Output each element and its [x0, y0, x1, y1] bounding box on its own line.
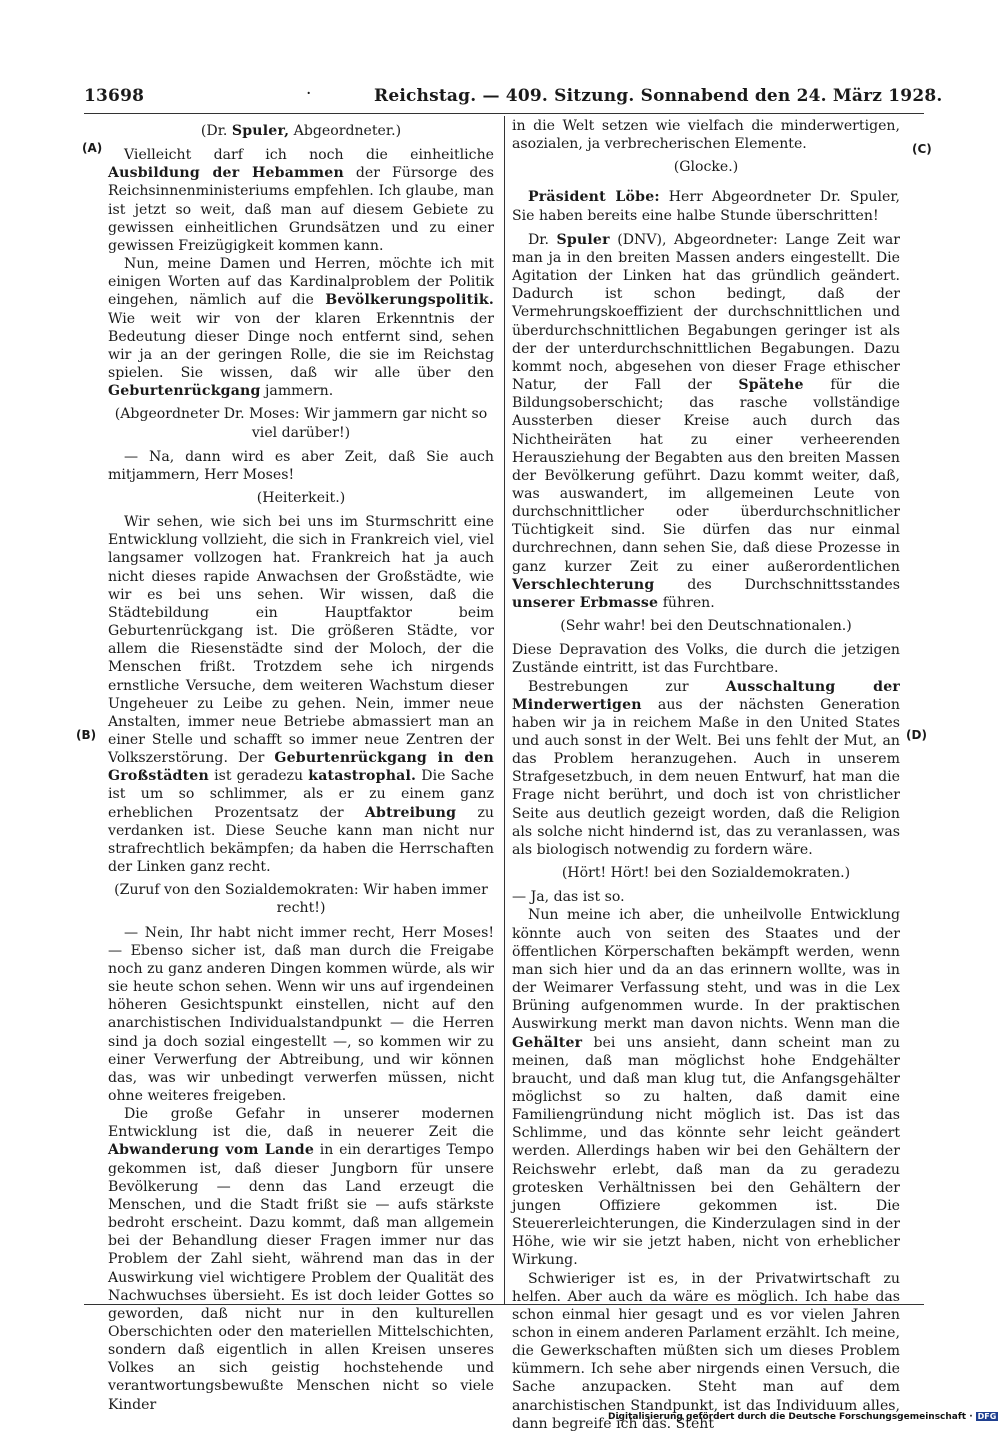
paragraph [512, 1270, 900, 1433]
text-run: Vielleicht darf ich noch die einheitliche [124, 147, 494, 164]
paragraph [512, 888, 900, 906]
right-column [512, 117, 900, 1433]
paragraph [108, 1105, 494, 1414]
interjection [108, 489, 494, 507]
text-run: Herr Abgeordneter Dr. Spuler, Sie haben bereits eine halbe Stunde überschritten! [512, 189, 900, 224]
text-run: in die Welt setzen wie vielfach die minderwertigen, asozialen, ja verbrecherischen Elemente. [512, 118, 900, 153]
paragraph [108, 146, 494, 255]
text-run: ist geradezu [208, 768, 309, 785]
emphasized-text: Ausschaltung der Minderwertigen [512, 678, 900, 713]
emphasized-text: Bevölkerungspolitik. [325, 292, 494, 309]
footer-text: Digitalisierung gefördert durch die Deutsche Forschungsgemeinschaft · [608, 1412, 973, 1422]
text-run: (Sehr wahr! bei den Deutschnationalen.) [560, 618, 852, 635]
paragraph [108, 448, 494, 484]
emphasized-text: Spuler [556, 231, 610, 248]
text-run: in ein derartiges Tempo gekommen ist, daß dieser Jungborn für unsere Bevölkerung — denn das Land erzeugt die Menschen, und die Stadt frißt sie — aufs stärkste bedroht erscheint. Dazu kommt, daß man allgemein bei der Behandlung dieser Fragen immer nur das Problem der Zahl sieht, während man das in der Auswirkung viel wichtigere Problem der Qualität des Nachwuchses übersieht. Es ist doch leider Gottes so geworden, daß nicht nur in den kulturellen Oberschichten oder den materiellen Mittelschichten, sondern daß eigentlich in allen Kreisen unseres Volkes an sich geistig hochstehende und verantwortungsbewußte Menschen nicht so viele Kinder [108, 1142, 494, 1413]
margin-mark-d: (D) [906, 728, 927, 742]
paragraph [108, 255, 494, 400]
emphasized-text: Präsident Löbe: [528, 189, 660, 206]
text-run: Dr. [528, 231, 557, 248]
emphasized-text: Abtreibung [364, 804, 457, 821]
text-run: Wir sehen, wie sich bei uns im Sturmschritt eine Entwicklung vollzieht, die sich in Frankreich viel, viel langsamer vollzogen hat. Frankreich hat ja auch nicht dieses rapide Anwachsen der Großstädte, wie wir es bei uns sehen. Wir wissen, daß die Städtebildung ein Hauptfaktor beim Geburtenrückgang ist. Die größeren Städte, vor allem die Riesenstädte sind der Moloch, der die Menschen frißt. Trotzdem sehe ich nirgends ernstliche Versuche, dem weiteren Wachstum dieser Ungeheuer zu Leibe zu gehen. Nein, immer neue Anstalten, immer neue Betriebe abmassiert man an einer Stelle und schafft so immer neue Zentren der Volkszerstörung. Der [108, 514, 494, 767]
margin-mark-c: (C) [912, 142, 932, 156]
page-number: 13698 [84, 86, 145, 106]
emphasized-text: Geburtenrückgang in den Großstädten [108, 750, 494, 785]
text-run: Abgeordneter.) [289, 123, 402, 139]
header-separator: · [306, 84, 312, 104]
dfg-logo: DFG [977, 1412, 997, 1421]
interjection [512, 617, 900, 635]
paragraph [512, 231, 900, 612]
text-run: zu verdanken ist. Diese Seuche kann man nicht nur strafrechtlich bekämpfen; da haben die Herrschaften der Linken ganz recht. [108, 804, 494, 876]
text-run: jammern. [260, 383, 334, 400]
emphasized-text: Geburtenrückgang [108, 383, 261, 400]
emphasized-text: Verschlechterung [512, 576, 655, 593]
paragraph [108, 924, 494, 1106]
paragraph [512, 906, 900, 1269]
text-run: Nun meine ich aber, die unheilvolle Entwicklung könnte auch von seiten des Staates und der öffentlichen Körperschaften bekämpft werden, wenn man sich hier und da an das erinnern wollte, was in der Weimarer Verfassung steht, und was in die Lex Brüning aufgenommen wurde. In der praktischen Auswirkung merkt man davon nichts. Wenn man die [512, 907, 900, 1033]
emphasized-text: Gehälter [512, 1034, 583, 1051]
interjection [108, 405, 494, 441]
text-run: aus der nächsten Generation haben wir ja in reichem Maße in den United States und auch sonst in der Welt. Bei uns fehlt der Mut, an das Problem heranzugehen. Auch in unserem Strafgesetzbuch, in dem neuen Entwurf, hat man die Frage nicht berührt, und doch ist von christlicher Seite aus deutlich gezeigt worden, daß die Religion als solche nicht hindernd ist, das zu veranlassen, was als biologisch notwendig zu fordern wäre. [512, 696, 900, 858]
emphasized-text: katastrophal. [308, 768, 417, 785]
emphasized-text: Spuler, [231, 123, 290, 139]
emphasized-text: Spätehe [738, 377, 804, 394]
margin-mark-a: (A) [82, 141, 103, 155]
left-column [108, 117, 494, 1414]
text-run: Diese Depravation des Volks, die durch die jetzigen Zustände eintritt, ist das Furchtbare. [512, 642, 900, 677]
text-run: — Na, dann wird es aber Zeit, daß Sie auch mitjammern, Herr Moses! [108, 448, 494, 483]
margin-mark-b: (B) [76, 728, 97, 742]
interjection [512, 158, 900, 176]
text-run: führen. [658, 594, 715, 611]
text-run: für die Bildungsoberschicht; das rasche vollständige Aussterben dieser Kreise auch durch das Nichtheiräten hat zu einer verheerenden Herausziehung der Begabten aus den breiten Massen der Bevölkerung geführt. Dazu kommt weiter, daß, was auswandert, im allgemeinen Leute von durchschnittlicher oder überdurchschnitlicher Tüchtigkeit sind. Sie dürfen das nur einmal durchrechnen, dann sehen Sie, daß diese Prozesse in ganz kurzer Zeit zu einer außerordentlichen [512, 377, 900, 575]
text-run: Die Sache ist um so schlimmer, als er zu einem ganz erheblichen Prozentsatz der [108, 768, 494, 821]
paragraph [512, 117, 900, 153]
text-run: Bestrebungen zur [528, 678, 726, 695]
text-run: — Ja, das ist so. [512, 889, 625, 906]
text-run: der Fürsorge des Reichsinnenministeriums empfehlen. Ich glaube, man ist jetzt so weit, daß man auf diesem Gebiete zu gewissen einheitlichen Grundsätzen und zu einer gewissen Freizügigkeit kommen kann. [108, 165, 494, 254]
interjection [108, 122, 494, 140]
text-run: (Glocke.) [673, 159, 739, 176]
interjection [108, 881, 494, 917]
running-title: Reichstag. — 409. Sitzung. Sonnabend den 24. März 1928. [374, 86, 943, 106]
text-run: — Nein, Ihr habt nicht immer recht, Herr Moses! — Ebenso sicher ist, daß man durch die Freigabe noch zu ganz anderen Dingen kommen würde, als wir sie heute schon sehen. Wenn wir uns auf irgendeinen höheren Gesichtspunkt einstellen, nicht auf den anarchistischen Individualstandpunkt — die Herren sind ja doch sozial eingestellt —, so kommen wir zu einer Verwerfung der Abtreibung, und wir können das, was wir unbedingt verwerfen müssen, nicht ohne weiteres freigeben. [108, 924, 494, 1104]
text-run: (Abgeordneter Dr. Moses: Wir jammern gar nicht so viel darüber!) [114, 406, 488, 441]
text-run: des Durchschnittsstandes [654, 576, 900, 593]
text-run: (Zuruf von den Sozialdemokraten: Wir haben immer recht!) [114, 882, 488, 917]
text-run: (Hört! Hört! bei den Sozialdemokraten.) [561, 865, 851, 882]
column-divider [504, 116, 505, 1304]
text-run: (Dr. [200, 123, 232, 139]
text-run: bei uns ansieht, dann scheint man zu meinen, daß man möglichst hohe Endgehälter braucht, und daß man klug tut, die Anfangsgehälter möglichst so zu halten, daß damit eine Familiengründung nicht möglich ist. Das ist das Schlimme, und das könnte sehr leicht geändert werden. Allerdings haben wir bei den Gehältern der Reichswehr erlebt, daß man da zu geradezu grotesken Verhältnissen bei den Gehältern der jungen Offiziere gekommen ist. Die Steuererleichterungen, die Kinderzulagen sind in der Höhe, wie wir sie jetzt haben, nicht von erheblicher Wirkung. [512, 1034, 900, 1269]
paragraph [512, 641, 900, 677]
text-run: (DNV), Abgeordneter: Lange Zeit war man ja in den breiten Massen anders eingestellt. Die Agitation der Linken hat das gründlich geändert. Dadurch ist schon bedingt, daß der Vermehrungskoeffizient der durchschnittlichen und überdurchschnittlichen Begabungen geringer ist als der der unterdurchschnittlichen Begabungen. Dazu kommt noch, abgesehen von dieser Frage ethischer Natur, der Fall der [512, 231, 900, 394]
text-run: Wie weit wir von der klaren Erkenntnis der Bedeutung dieser Dinge noch entfernt sind, sehen wir ja an der geringen Rolle, die sie im Reichstag spielen. Sie wissen, daß wir alle über den [108, 310, 494, 382]
text-run: Schwieriger ist es, in der Privatwirtschaft zu helfen. Aber auch da wäre es möglich. Ich habe das schon einmal hier gesagt und es vor vielen Jahren schon in einem anderen Parlament erzählt. Ich meine, die Gewerkschaften müßten sich um dieses Problem kümmern. Ich sehe aber nirgends einen Versuch, die Sache anzupacken. Steht man auf dem anarchistischen Standpunkt, ist das Individuum alles, dann begreife ich das. Steht [512, 1270, 900, 1432]
paragraph [512, 678, 900, 860]
interjection [512, 864, 900, 882]
page-header [84, 84, 943, 110]
text-run: Die große Gefahr in unserer modernen Entwicklung ist die, daß in neuerer Zeit die [108, 1106, 494, 1141]
text-run: (Heiterkeit.) [256, 489, 346, 506]
paragraph [108, 513, 494, 876]
paragraph [512, 188, 900, 224]
emphasized-text: Ausbildung der Hebammen [108, 165, 344, 182]
footer-credit [608, 1412, 998, 1422]
text-run: Nun, meine Damen und Herren, möchte ich mit einigen Worten auf das Kardinalproblem der Politik eingehen, nämlich auf die [108, 256, 494, 309]
header-rule [84, 113, 924, 114]
emphasized-text: Abwanderung vom Lande [108, 1142, 315, 1159]
emphasized-text: unserer Erbmasse [512, 594, 659, 611]
